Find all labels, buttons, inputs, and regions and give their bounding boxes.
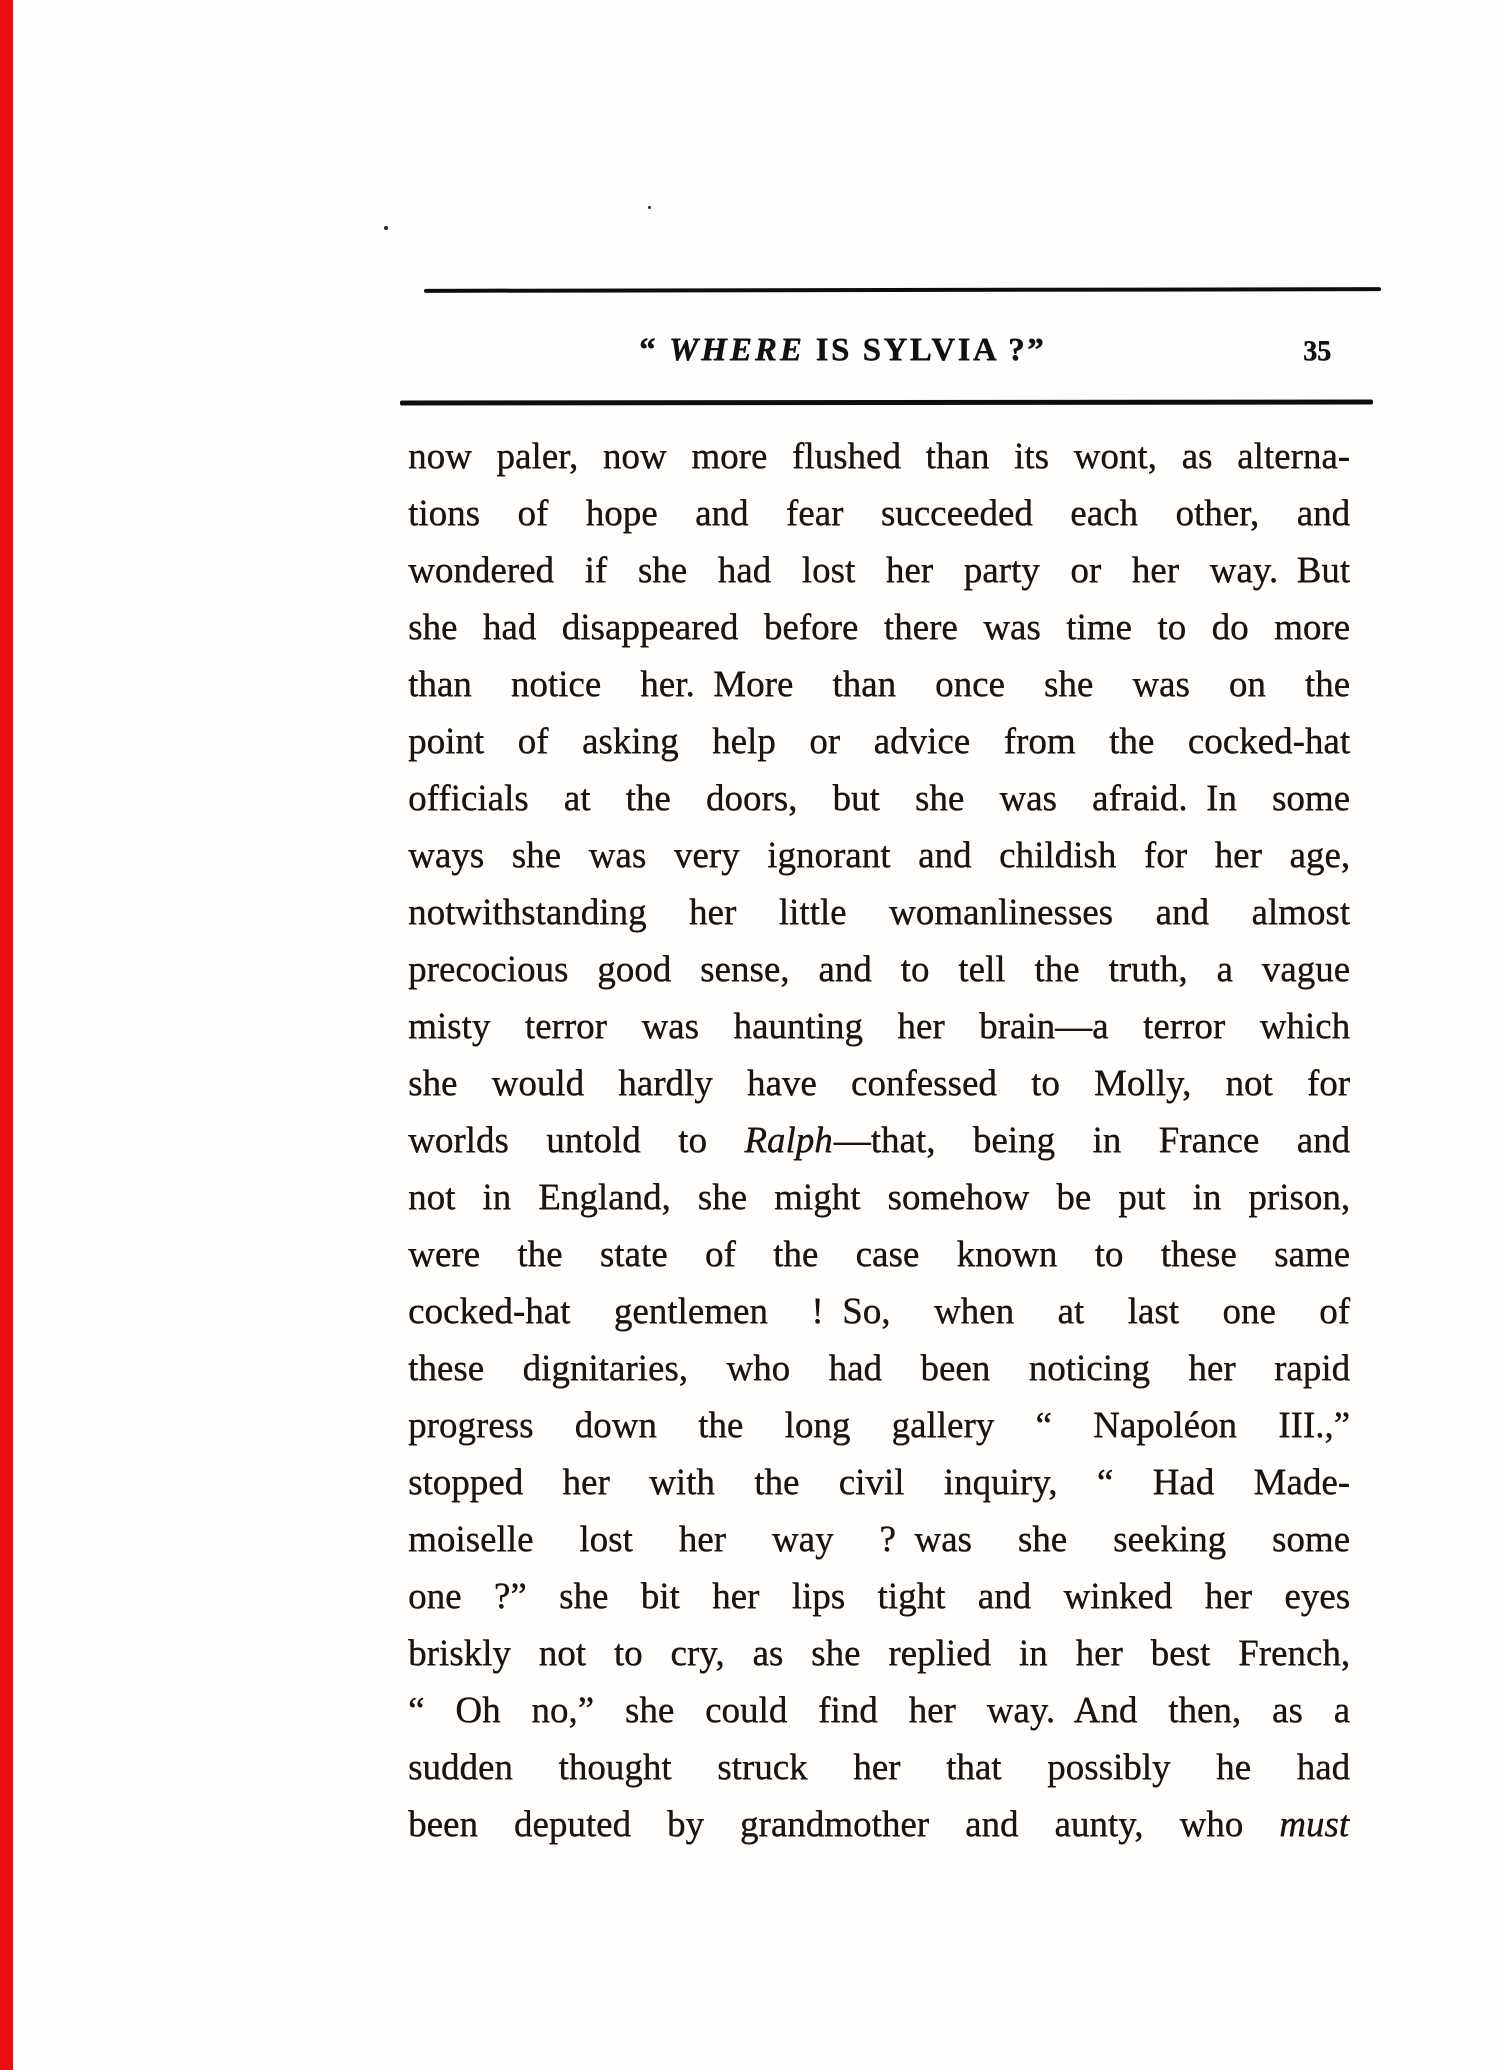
- chapter-title: “ WHERE IS SYLVIA ?”: [638, 332, 1047, 368]
- text-line: progress down the long gallery “ Napoléon III.,”: [408, 1405, 1350, 1446]
- text-line: point of asking help or advice from the cocked-hat: [408, 721, 1350, 762]
- header-rule-top: [424, 287, 1381, 293]
- running-header: [424, 332, 1381, 380]
- page-number: 35: [1303, 336, 1331, 367]
- body-text: [408, 428, 1350, 1853]
- text-line: sudden thought struck her that possibly he had: [408, 1747, 1350, 1788]
- ink-speck: [648, 206, 651, 209]
- text-line: notwithstanding her little womanlinesses and almost: [408, 892, 1350, 933]
- text-line: not in England, she might somehow be put in prison,: [408, 1177, 1350, 1218]
- header-rule-bottom: [400, 399, 1373, 405]
- text-line: were the state of the case known to these same: [408, 1234, 1350, 1275]
- text-line: ways she was very ignorant and childish for her age,: [408, 835, 1350, 876]
- ink-speck: [384, 226, 388, 230]
- text-line: stopped her with the civil inquiry, “ Had Made-: [408, 1462, 1350, 1503]
- text-line: briskly not to cry, as she replied in her best French,: [408, 1633, 1350, 1674]
- text-line: precocious good sense, and to tell the truth, a vague: [408, 949, 1350, 990]
- text-line: officials at the doors, but she was afraid. In some: [408, 778, 1350, 819]
- text-line: moiselle lost her way ? was she seeking some: [408, 1519, 1350, 1560]
- text-line: worlds untold to Ralph—that, being in France and: [408, 1120, 1350, 1161]
- text-line: now paler, now more flushed than its wont, as alterna-: [408, 436, 1350, 477]
- text-line: misty terror was haunting her brain—a terror which: [408, 1006, 1350, 1047]
- text-line: these dignitaries, who had been noticing her rapid: [408, 1348, 1350, 1389]
- text-line: cocked-hat gentlemen ! So, when at last one of: [408, 1291, 1350, 1332]
- text-line: wondered if she had lost her party or her way. But: [408, 550, 1350, 591]
- text-line: tions of hope and fear succeeded each other, and: [408, 493, 1350, 534]
- text-line: “ Oh no,” she could find her way. And then, as a: [408, 1690, 1350, 1731]
- text-line: than notice her. More than once she was on the: [408, 664, 1350, 705]
- text-line: she would hardly have confessed to Molly, not for: [408, 1063, 1350, 1104]
- scan-edge-stripe: [0, 0, 13, 2070]
- text-line: she had disappeared before there was time to do more: [408, 607, 1350, 648]
- text-line: been deputed by grandmother and aunty, who must: [408, 1804, 1349, 1845]
- text-line: one ?” she bit her lips tight and winked her eyes: [408, 1576, 1350, 1617]
